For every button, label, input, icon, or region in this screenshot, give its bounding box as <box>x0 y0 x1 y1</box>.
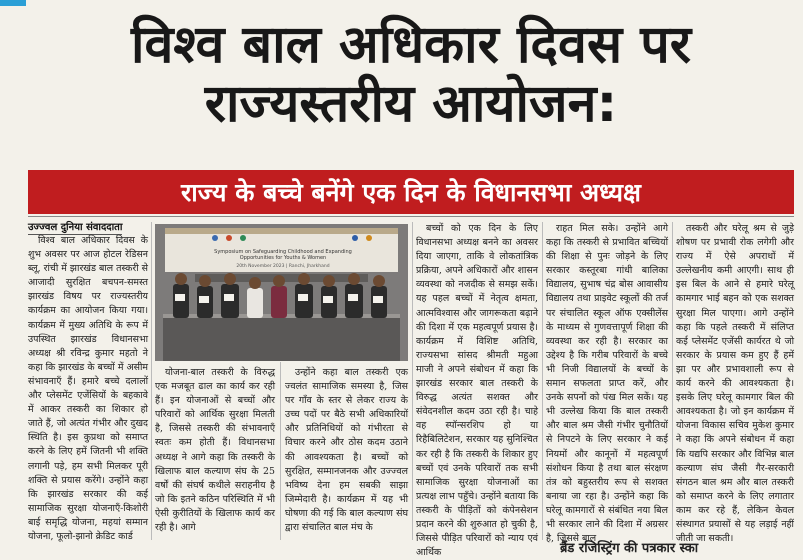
article-column-3 <box>285 366 408 540</box>
column-divider <box>542 222 543 540</box>
headline-line-2: राज्यस्तरीय आयोजन: <box>204 73 618 134</box>
column-divider <box>151 222 152 540</box>
byline: उज्ज्वल दुनिया संवाददाता <box>28 219 122 235</box>
subheadline-banner <box>28 170 794 214</box>
article-column-4 <box>416 222 538 559</box>
headline-line-1: विश्व बाल अधिकार दिवस पर <box>130 15 692 75</box>
previous-article-cut <box>0 0 803 10</box>
article-text: बच्चों को एक दिन के लिए विधानसभा अध्यक्ष बनने का अवसर दिया जाएगा, ताकि वे लोकतांत्रिक प्रक्रिया, अपने अधिकारों और शासन व्यवस्था को नजदीक से समझ सकें। यह पहल बच्चों में नेतृत्व क्षमता, आत्मविश्वास और जागरूकता बढ़ाने की दिशा में एक महत्वपूर्ण प्रयास है। कार्यक्रम में विशिष्ट अतिथि, राज्यसभा सांसद श्रीमती महुआ माजी ने अपने संबोधन में कहा कि झारखंड सरकार बाल तस्करी के विरुद्ध अत्यंत सशक्त और संवेदनशील कदम उठा रही है। चाहे वह स्पॉन्सरशिप हो या रिहैबिलिटेशन, सरकार यह सुनिश्चित कर रही है कि तस्करी के शिकार हुए बच्चों एवं उनके परिवारों तक सभी सामाजिक सुरक्षा योजनाओं का प्रत्यक्ष लाभ पहुँचे। उन्होंने बताया कि तस्करी के पीड़ितों को कंपेनसेशन प्रदान करने की शुरुआत हो चुकी है, जिससे पीड़ित परिवारों को न्याय एवं आर्थिक <box>416 223 538 559</box>
article-text: तस्करी और घरेलू श्रम से जुड़े शोषण पर प्रभावी रोक लगेगी और राज्य में ऐसे अपराधों में उल्लेखनीय कमी आएगी। साथ ही इस बिल के आने से हमारे घरेलू कामगार भाई बहन को एक सशक्त सुरक्षा मिल पाएगा। आगे उन्होंने कहा कि पहले तस्करी में संलिप्त कई प्लेसमेंट एजेंसी कार्यरत थे जो सरकार के प्रयास कम हुए हैं हमें झा पर और प्रभावशाली रूप से कार्य करने की आवश्यकता है। इसके लिए घरेलू कामगार बिल की आवश्यकता है। जो इन कार्यक्रम में योजना विकास सचिव मुकेश कुमार ने कहा कि अपने संबोधन में कहा कि यद्यपि सरकार और विभिन्न बाल कल्याण संघ जैसी गैर-सरकारी संगठन बाल श्रम और बाल तस्करी को समाप्त करने के लिए लगातार काम कर रहे हैं, लेकिन केवल संस्थागत प्रयासों से यह लड़ाई नहीं जीती जा सकती। <box>676 223 794 545</box>
article-column-5 <box>546 222 668 545</box>
article-text: विश्व बाल अधिकार दिवस के शुभ अवसर पर आज होटल रेडिसन ब्लू, रांची में झारखंड बाल तस्करी से आजादी सुरक्षित बचपन-समस्त झारखंड विषय पर राज्यस्तरीय कार्यक्रम का आयोजन किया गया। कार्यक्रम में मुख्य अतिथि के रूप में उपस्थित झारखंड विधानसभा अध्यक्ष श्री रविन्द्र कुमार महतो ने कहा कि झारखंड के बच्चों में असीम संभावनाएँ हैं। हमारे बच्चे दलालों और प्लेसमेंट एजेंसियों के बहकावे में आकर तस्करी का शिकार हो जाते हैं, जो अत्यंत गंभीर और दुखद स्थिति है। इस कुप्रथा को समाप्त करने के लिए हमें जितनी भी शक्ति लगानी पड़े, हम सभी मिलकर पूरी शक्ति से प्रयास करेंगे। उन्होंने कहा कि झारखंड सरकार की कई सामाजिक सुरक्षा योजनाएँ-किशोरी बाई समृद्धि योजना, महयां सम्मान योजना, फूलो-झानो क्रेडिट कार्ड <box>28 235 148 542</box>
article-text: उन्होंने कहा बाल तस्करी एक ज्वलंत सामाजिक समस्या है, जिस पर गाँव के स्तर से लेकर राज्य के उच्च पदों पर बैठे सभी अधिकारियों और प्रतिनिधियों को गंभीरता से विचार करने और ठोस कदम उठाने की आवश्यकता है। बच्चों को सुरक्षित, सम्मानजनक और उज्ज्वल भविष्य देना हम सबकी साझा जिम्मेदारी है। कार्यक्रम में यह भी घोषणा की गई कि बाल कल्याण संघ द्वारा संचालित बाल मंच के <box>285 367 408 534</box>
column-divider <box>412 222 413 540</box>
event-photo <box>155 224 408 361</box>
photo-banner-subtext: 20th November 2023 | Ranchi, Jharkhand <box>236 264 330 269</box>
article-column-6 <box>676 222 794 545</box>
divider-rule <box>28 216 794 217</box>
article-column-2 <box>155 366 275 540</box>
subheadline-text: राज्य के बच्चे बनेंगे एक दिन के विधानसभा अध्यक्ष <box>181 178 641 207</box>
photo-banner-text: Symposium on Safeguarding Childhood and Expanding Opportunities for Youths & Women <box>214 249 352 261</box>
article-text: राहत मिल सके। उन्होंने आगे कहा कि तस्करी से प्रभावित बच्चियों की शिक्षा से पुनः जोड़ने के लिए सरकार कस्तूरबा गांधी बालिका विद्यालय, सुभाष चंद्र बोस आवासीय विद्यालय तथा प्राइवेट स्कूलों की तर्ज पर संचालित स्कूल ऑफ एक्सीलेंस के माध्यम से गुणवत्तापूर्ण शिक्षा की व्यवस्था कर रही है। सरकार का उद्देश्य है कि गरीब परिवारों के बच्चे भी निजी विद्यालयों के बच्चों के समान सफलता प्राप्त करें, और उनके सपनों को पंख मिल सकें। यह भी उल्लेख किया कि बाल तस्करी और बाल श्रम जैसी गंभीर चुनौतियों से निपटने के लिए सरकार ने कई नियमों और कानूनों में महत्वपूर्ण संशोधन किया है तथा बाल संरक्षण तंत्र को बहुस्तरीय रूप से सशक्त बनाया जा रहा है। उन्होंने कहा कि घरेलू कामगारों से संबंधित नया बिल भी सरकार लाने की दिशा में अग्रसर है, जिससे बाल <box>546 223 668 545</box>
article-text: योजना-बाल तस्करी के विरुद्ध एक मजबूत ढाल का कार्य कर रही हैं। इन योजनाओं से बच्चों और परिवारों को आर्थिक सुरक्षा मिलती है, जिससे तस्करी की संभावनाएँ स्वतः कम होती हैं। विधानसभा अध्यक्ष ने आगे कहा कि तस्करी के खिलाफ बाल कल्याण संघ के 25 वर्षों की संघर्ष कथीले सराहनीय है जो कि इतने कठिन परिस्थिति में भी ऐसी कुरीतियों के खिलाफ कार्य कर रही है। आगे <box>155 367 275 534</box>
next-article-cut: ब्रैंड रजिस्ट्रिंग की पत्रकार स्का <box>560 541 699 556</box>
article-column-1 <box>28 234 148 540</box>
headline <box>28 15 794 134</box>
column-divider <box>672 222 673 540</box>
masthead-accent <box>0 0 26 6</box>
column-divider <box>280 362 281 540</box>
